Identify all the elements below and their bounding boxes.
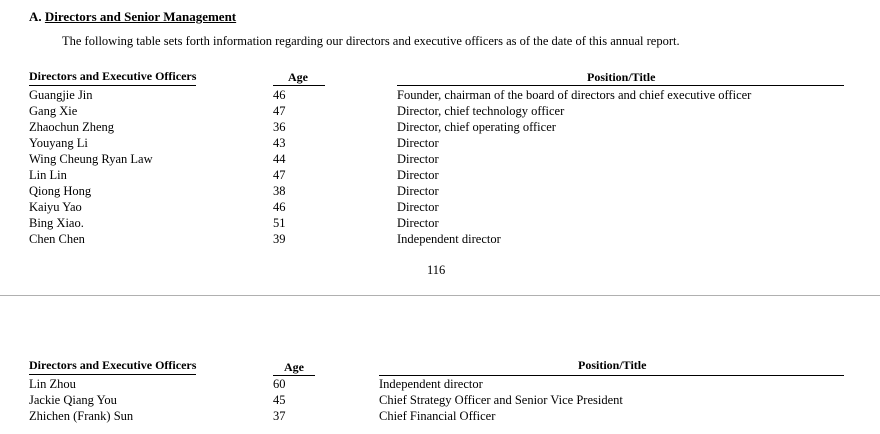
position-cell: Director bbox=[397, 168, 439, 182]
name-cell: Gang Xie bbox=[29, 104, 78, 118]
table-row bbox=[0, 87, 880, 103]
age-cell: 60 bbox=[273, 377, 286, 391]
name-cell: Wing Cheung Ryan Law bbox=[29, 152, 153, 166]
table-row bbox=[0, 183, 880, 199]
header-name-rule bbox=[29, 85, 196, 86]
header-age: Age bbox=[284, 360, 304, 374]
name-cell: Youyang Li bbox=[29, 136, 88, 150]
header-position: Position/Title bbox=[587, 70, 656, 84]
table-row bbox=[0, 392, 880, 408]
page-number: 116 bbox=[427, 263, 446, 277]
header-name-rule bbox=[29, 374, 196, 375]
position-cell: Director, chief operating officer bbox=[397, 120, 556, 134]
age-cell: 46 bbox=[273, 88, 286, 102]
table-row bbox=[0, 376, 880, 392]
position-cell: Director, chief technology officer bbox=[397, 104, 565, 118]
section-title: Directors and Senior Management bbox=[44, 9, 237, 24]
age-cell: 38 bbox=[273, 184, 286, 198]
name-cell: Guangjie Jin bbox=[29, 88, 93, 102]
table-row bbox=[0, 119, 880, 135]
age-cell: 44 bbox=[273, 152, 286, 166]
age-cell: 37 bbox=[273, 409, 286, 423]
name-cell: Kaiyu Yao bbox=[29, 200, 82, 214]
name-cell: Lin Lin bbox=[29, 168, 67, 182]
table-row bbox=[0, 135, 880, 151]
header-position-rule bbox=[397, 85, 844, 86]
table-row bbox=[0, 199, 880, 215]
position-cell: Independent director bbox=[379, 377, 483, 391]
header-name: Directors and Executive Officers bbox=[29, 69, 197, 83]
age-cell: 45 bbox=[273, 393, 286, 407]
age-cell: 36 bbox=[273, 120, 286, 134]
table-row bbox=[0, 167, 880, 183]
name-cell: Qiong Hong bbox=[29, 184, 92, 198]
table-row bbox=[0, 103, 880, 119]
table-row bbox=[0, 408, 880, 424]
age-cell: 47 bbox=[273, 104, 286, 118]
position-cell: Director bbox=[397, 184, 439, 198]
age-cell: 47 bbox=[273, 168, 286, 182]
position-cell: Founder, chairman of the board of directors and chief executive officer bbox=[397, 88, 752, 102]
position-cell: Chief Financial Officer bbox=[379, 409, 496, 423]
position-cell: Independent director bbox=[397, 232, 501, 246]
section-letter: A. bbox=[29, 9, 42, 24]
position-cell: Director bbox=[397, 152, 439, 166]
age-cell: 46 bbox=[273, 200, 286, 214]
position-cell: Director bbox=[397, 216, 439, 230]
age-cell: 39 bbox=[273, 232, 286, 246]
position-cell: Director bbox=[397, 136, 439, 150]
header-age: Age bbox=[288, 70, 308, 84]
name-cell: Chen Chen bbox=[29, 232, 85, 246]
table-row bbox=[0, 231, 880, 247]
table-row bbox=[0, 215, 880, 231]
position-cell: Director bbox=[397, 200, 439, 214]
name-cell: Bing Xiao. bbox=[29, 216, 84, 230]
name-cell: Jackie Qiang You bbox=[29, 393, 117, 407]
section-heading bbox=[29, 9, 236, 24]
page-break-divider bbox=[0, 295, 880, 296]
name-cell: Lin Zhou bbox=[29, 377, 76, 391]
header-age-rule bbox=[273, 85, 325, 86]
age-cell: 51 bbox=[273, 216, 286, 230]
header-position: Position/Title bbox=[578, 358, 647, 372]
table-row bbox=[0, 151, 880, 167]
name-cell: Zhaochun Zheng bbox=[29, 120, 115, 134]
name-cell: Zhichen (Frank) Sun bbox=[29, 409, 134, 423]
intro-paragraph: The following table sets forth information regarding our directors and executive officers as of the date of this annual report. bbox=[62, 34, 680, 48]
header-name: Directors and Executive Officers bbox=[29, 358, 197, 372]
age-cell: 43 bbox=[273, 136, 286, 150]
position-cell: Chief Strategy Officer and Senior Vice President bbox=[379, 393, 623, 407]
